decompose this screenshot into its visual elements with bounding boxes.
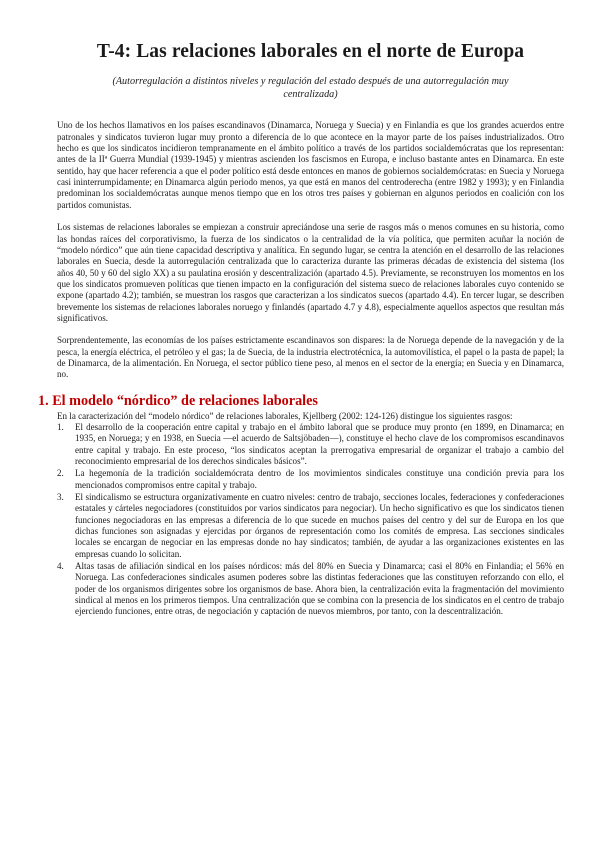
list-item-text: El desarrollo de la cooperación entre capital y trabajo en el ámbito laboral que se produce muy pronto (en 1899, en Dinamarca; en 1935, en Noruega; y en 1938, en Suecia —el acuerdo de Saltsjöbaden—), constituye el hecho clave de los compromisos escandinavos entre capital y trabajo. En este proceso, “los sindicatos aceptan la prerrogativa empresarial de organizar el trabajo a cambio del reconocimiento empresarial de los derechos sindicales básicos”. (75, 421, 564, 466)
list-item (57, 492, 564, 560)
document-subtitle: (Autorregulación a distintos niveles y regulación del estado después de una autorregulación muy centralizada) (112, 76, 509, 101)
document-title: T-4: Las relaciones laborales en el norte de Europa (96, 41, 525, 62)
section-heading: 1. El modelo “nórdico” de relaciones laborales (38, 392, 318, 409)
list-item-number: 4. (57, 561, 64, 572)
paragraph-1: Uno de los hechos llamativos en los países escandinavos (Dinamarca, Noruega y Suecia) y en Finlandia es que los grandes acuerdos entre patronales y sindicatos tuvieron lugar muy pronto a diferencia de lo que acontece en la mayor parte de los países industrializados. Otro hecho es que los sindicatos incidieron tempranamente en el ámbito político a través de los partidos socialdemócratas que los representan: antes de la IIª Guerra Mundial (1939-1945) y mientras ascienden los fascismos en Europa, e incluso bastante antes en Dinamarca. En este sentido, hay que hacer referencia a que el poder político está desde entonces en manos de gobiernos socialdemócratas: en Suecia y Noruega casi ininterrumpidamente; en Dinamarca algún periodo menos, ya que está en manos del centroderecha (entre 1982 y 1993); y en Finlandia predominan los socialdemócratas aunque menos tiempo que en los otros tres países y gobiernan en algunos periodos en coalición con los partidos comunistas. (57, 120, 564, 210)
list-item (57, 422, 564, 467)
list-item (57, 561, 564, 618)
list-item-number: 3. (57, 492, 64, 503)
traits-list (57, 422, 564, 618)
list-item-text: El sindicalismo se estructura organizativamente en cuatro niveles: centro de trabajo, secciones locales, federaciones y confederaciones estatales y cárteles negociadores (constituidos por varios sindicatos para negociar). Un hecho significativo es que los sindicatos tienen funciones negociadoras en las empresas a diferencia de lo que sucede en muchos países del centro y del sur de Europa en los que dichas funciones son asignadas y ejercidas por órganos de representación como los comités de empresa. Las secciones sindicales locales se encargan de negociar en las empresas donde no hay sindicatos; también, de ayudar a las organizaciones existentes en las empresas cuando lo solicitan. (75, 492, 564, 559)
list-item-number: 2. (57, 468, 64, 479)
list-item (57, 468, 564, 491)
section-intro: En la caracterización del “modelo nórdico” de relaciones laborales, Kjellberg (2002: 124-126) distingue los siguientes rasgos: (57, 410, 513, 421)
paragraph-3: Sorprendentemente, las economías de los países estrictamente escandinavos son dispares: la de Noruega depende de la navegación y de la pesca, la energía eléctrica, el petróleo y el gas; la de Suecia, de la industria electrotécnica, la automovilística, el papel o la pasta de papel; la de Dinamarca, de la alimentación. En Noruega, el sector público tiene peso, al menos en el sector de la energía; en Suecia y en Dinamarca, no. (57, 335, 564, 380)
list-item-text: Altas tasas de afiliación sindical en los países nórdicos: más del 80% en Suecia y Dinamarca; casi el 80% en Finlandia; el 56% en Noruega. Las confederaciones sindicales asumen poderes sobre las distintas federaciones que las constituyen reforzando con ello, el poder de los organismos dirigentes sobre los organismos de base. Ahora bien, la centralización evita la fragmentación del movimiento sindical al menos en los primeros tiempos. Una centralización que se combina con la presencia de los sindicatos en el centro de trabajo ejerciendo funciones, entre otras, de negociación y captación de nuevos miembros, por tanto, con la descentralización. (75, 561, 564, 617)
paragraph-2: Los sistemas de relaciones laborales se empiezan a construir apreciándose una serie de rasgos más o menos comunes en su historia, como las hondas raíces del corporativismo, la fuerza de los sindicatos o la centralidad de la vía política, que permiten acuñar la noción de “modelo nórdico” que aún tiene capacidad descriptiva y analítica. En segundo lugar, se centra la atención en el desarrollo de las relaciones laborales en Suecia, desde la autorregulación centralizada que lo caracteriza durante las primeras décadas de existencia del sistema (los años 40, 50 y 60 del siglo XX) a su paulatina erosión y descentralización (apartado 4.5). Previamente, se reconstruyen los momentos en los que los sindicatos promueven políticas que tienen impacto en la configuración del sistema sueco de relaciones laborales cuyo contenido se expone (apartado 4.2); también, se muestran los rasgos que caracterizan a los sindicatos suecos (apartado 4.4). En tercer lugar, se describen brevemente los sistemas de relaciones laborales noruego y finlandés (apartado 4.7 y 4.8), especialmente aquellos aspectos que resultan más significativos. (57, 222, 564, 323)
list-item-text: La hegemonía de la tradición socialdemócrata dentro de los movimientos sindicales constituye una condición previa para los mencionados compromisos entre capital y trabajo. (75, 468, 564, 490)
list-item-number: 1. (57, 421, 64, 432)
